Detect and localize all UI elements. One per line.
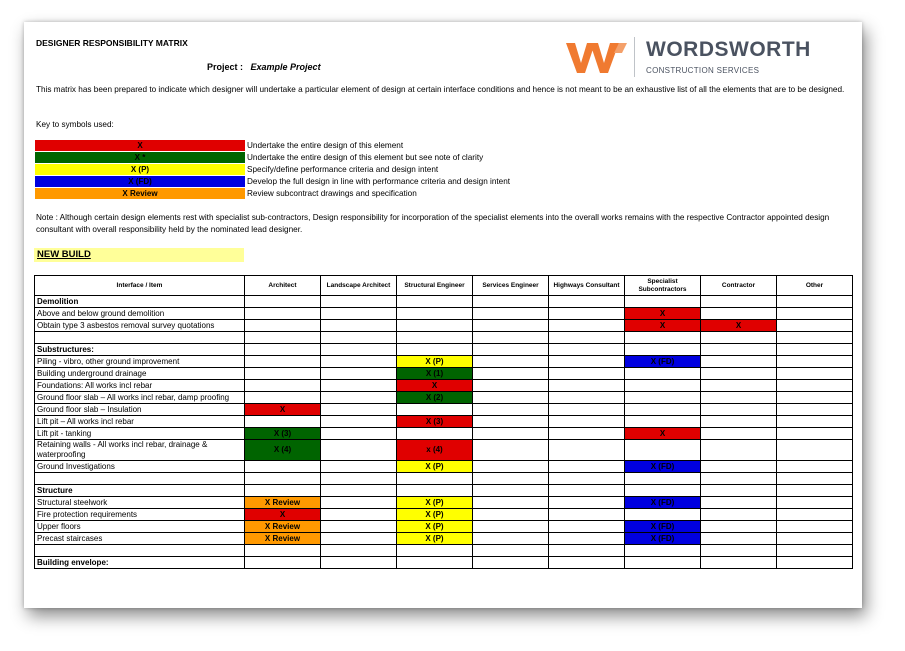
- matrix-cell: [777, 392, 853, 404]
- matrix-cell: X: [245, 404, 321, 416]
- matrix-cell: [473, 404, 549, 416]
- key-heading: Key to symbols used:: [36, 120, 114, 129]
- row-item-label: Building envelope:: [35, 557, 245, 569]
- table-row: [35, 392, 853, 404]
- matrix-cell: [549, 557, 625, 569]
- matrix-cell: [549, 428, 625, 440]
- row-item-label: Fire protection requirements: [35, 509, 245, 521]
- matrix-cell: [473, 557, 549, 569]
- key-symbol: X Review: [35, 188, 245, 199]
- matrix-cell: [473, 521, 549, 533]
- matrix-cell: [625, 509, 701, 521]
- row-item-label: Obtain type 3 asbestos removal survey quotations: [35, 320, 245, 332]
- matrix-cell: [777, 533, 853, 545]
- matrix-cell: [777, 509, 853, 521]
- matrix-cell: [473, 416, 549, 428]
- matrix-cell: [321, 296, 397, 308]
- matrix-cell: [473, 461, 549, 473]
- row-item-label: Above and below ground demolition: [35, 308, 245, 320]
- matrix-cell: [701, 428, 777, 440]
- matrix-cell: [549, 521, 625, 533]
- logo-name: WORDSWORTH: [646, 38, 811, 61]
- matrix-cell: [549, 533, 625, 545]
- matrix-cell: X (4): [245, 440, 321, 461]
- matrix-cell: [245, 356, 321, 368]
- table-row: [35, 356, 853, 368]
- matrix-cell: [245, 461, 321, 473]
- matrix-cell: [321, 404, 397, 416]
- matrix-cell: [397, 320, 473, 332]
- matrix-cell: [701, 545, 777, 557]
- document-title: DESIGNER RESPONSIBILITY MATRIX: [36, 38, 188, 48]
- matrix-cell: [245, 473, 321, 485]
- matrix-cell: X: [701, 320, 777, 332]
- matrix-cell: [549, 404, 625, 416]
- row-item-label: Demolition: [35, 296, 245, 308]
- matrix-cell: [777, 521, 853, 533]
- matrix-cell: X (P): [397, 533, 473, 545]
- matrix-cell: [777, 485, 853, 497]
- matrix-cell: [701, 533, 777, 545]
- matrix-cell: X: [625, 320, 701, 332]
- matrix-cell: X Review: [245, 497, 321, 509]
- section-row: [35, 557, 853, 569]
- table-row: [35, 332, 853, 344]
- matrix-cell: X: [397, 380, 473, 392]
- matrix-cell: [777, 368, 853, 380]
- matrix-cell: x (4): [397, 440, 473, 461]
- matrix-cell: [777, 497, 853, 509]
- table-row: [35, 380, 853, 392]
- matrix-cell: [321, 545, 397, 557]
- matrix-cell: [473, 428, 549, 440]
- matrix-cell: [397, 473, 473, 485]
- logo-divider: [634, 37, 635, 77]
- column-header: Services Engineer: [473, 276, 549, 296]
- key-symbol: X (P): [35, 164, 245, 175]
- matrix-cell: [397, 344, 473, 356]
- matrix-cell: [777, 461, 853, 473]
- table-row: [35, 461, 853, 473]
- matrix-cell: [625, 416, 701, 428]
- matrix-header-row: [35, 276, 853, 296]
- table-row: [35, 545, 853, 557]
- matrix-cell: [549, 308, 625, 320]
- row-item-label: Precast staircases: [35, 533, 245, 545]
- matrix-cell: [321, 320, 397, 332]
- matrix-cell: [321, 461, 397, 473]
- table-row: [35, 404, 853, 416]
- row-item-label: Building underground drainage: [35, 368, 245, 380]
- row-item-label: Foundations: All works incl rebar: [35, 380, 245, 392]
- matrix-cell: X (FD): [625, 356, 701, 368]
- responsibility-matrix: [34, 275, 853, 569]
- intro-paragraph: This matrix has been prepared to indicate which designer will undertake a particular element of design at certain interface conditions and hence is not meant to be an exhaustive list of all the elements that are to be designed.: [36, 85, 845, 94]
- matrix-cell: X (FD): [625, 497, 701, 509]
- matrix-cell: [321, 485, 397, 497]
- table-row: [35, 473, 853, 485]
- matrix-cell: [701, 521, 777, 533]
- matrix-cell: [701, 344, 777, 356]
- matrix-cell: [625, 392, 701, 404]
- company-logo: [564, 32, 862, 82]
- matrix-cell: [321, 557, 397, 569]
- matrix-cell: [397, 428, 473, 440]
- matrix-cell: [245, 545, 321, 557]
- project-line: [207, 62, 321, 72]
- matrix-cell: [701, 473, 777, 485]
- matrix-cell: X (P): [397, 509, 473, 521]
- matrix-cell: [701, 356, 777, 368]
- matrix-cell: [549, 416, 625, 428]
- matrix-cell: [321, 308, 397, 320]
- matrix-cell: [397, 296, 473, 308]
- matrix-cell: [549, 473, 625, 485]
- matrix-cell: [777, 440, 853, 461]
- matrix-cell: X (P): [397, 356, 473, 368]
- matrix-cell: [625, 473, 701, 485]
- matrix-cell: [777, 344, 853, 356]
- matrix-cell: [245, 344, 321, 356]
- key-symbol: X (FD): [35, 176, 245, 187]
- wordsworth-w-mark-icon: [566, 43, 628, 73]
- matrix-cell: [777, 332, 853, 344]
- key-description: Specify/define performance criteria and design intent: [247, 165, 439, 174]
- section-heading-new-build: NEW BUILD: [34, 248, 244, 262]
- table-row: [35, 497, 853, 509]
- key-description: Undertake the entire design of this element but see note of clarity: [247, 153, 484, 162]
- matrix-cell: [397, 404, 473, 416]
- matrix-cell: [473, 320, 549, 332]
- row-item-label: Lift pit – All works incl rebar: [35, 416, 245, 428]
- matrix-cell: [245, 332, 321, 344]
- matrix-cell: [245, 368, 321, 380]
- section-row: [35, 344, 853, 356]
- matrix-cell: [625, 380, 701, 392]
- row-item-label: Substructures:: [35, 344, 245, 356]
- matrix-cell: X: [625, 308, 701, 320]
- matrix-cell: [321, 344, 397, 356]
- matrix-cell: X Review: [245, 533, 321, 545]
- section-row: [35, 485, 853, 497]
- matrix-cell: [321, 332, 397, 344]
- matrix-cell: [701, 380, 777, 392]
- matrix-cell: X (1): [397, 368, 473, 380]
- matrix-cell: [473, 356, 549, 368]
- table-row: [35, 509, 853, 521]
- matrix-cell: [321, 356, 397, 368]
- matrix-cell: [321, 521, 397, 533]
- matrix-cell: X (3): [397, 416, 473, 428]
- matrix-cell: [473, 380, 549, 392]
- matrix-cell: X (P): [397, 521, 473, 533]
- matrix-cell: [321, 509, 397, 521]
- table-row: [35, 308, 853, 320]
- matrix-cell: [321, 497, 397, 509]
- table-row: [35, 440, 853, 461]
- key-description: Develop the full design in line with performance criteria and design intent: [247, 177, 511, 186]
- matrix-cell: [245, 557, 321, 569]
- matrix-cell: [777, 404, 853, 416]
- matrix-cell: [701, 497, 777, 509]
- matrix-cell: [549, 320, 625, 332]
- matrix-cell: [701, 296, 777, 308]
- key-symbol: X *: [35, 152, 245, 163]
- column-header: Contractor: [701, 276, 777, 296]
- matrix-cell: [321, 428, 397, 440]
- matrix-cell: [397, 557, 473, 569]
- row-item-label: Piling - vibro, other ground improvement: [35, 356, 245, 368]
- table-row: [35, 368, 853, 380]
- matrix-cell: [473, 473, 549, 485]
- column-header: Highways Consultant: [549, 276, 625, 296]
- row-item-label: [35, 473, 245, 485]
- matrix-cell: [473, 509, 549, 521]
- row-item-label: [35, 332, 245, 344]
- matrix-cell: [777, 356, 853, 368]
- matrix-cell: [473, 332, 549, 344]
- matrix-cell: [625, 296, 701, 308]
- matrix-cell: [549, 545, 625, 557]
- matrix-cell: [701, 416, 777, 428]
- matrix-cell: [701, 392, 777, 404]
- column-header: Landscape Architect: [321, 276, 397, 296]
- table-row: [35, 320, 853, 332]
- matrix-cell: [549, 392, 625, 404]
- matrix-cell: [701, 485, 777, 497]
- matrix-cell: [397, 332, 473, 344]
- key-description: Review subcontract drawings and specification: [247, 189, 417, 198]
- matrix-cell: [321, 392, 397, 404]
- matrix-cell: [321, 473, 397, 485]
- matrix-cell: [549, 356, 625, 368]
- matrix-cell: [777, 557, 853, 569]
- matrix-cell: [473, 368, 549, 380]
- matrix-cell: X (3): [245, 428, 321, 440]
- matrix-cell: [397, 308, 473, 320]
- column-header: Specialist Subcontractors: [625, 276, 701, 296]
- column-header: Architect: [245, 276, 321, 296]
- matrix-cell: [625, 404, 701, 416]
- column-header: Interface / Item: [35, 276, 245, 296]
- matrix-cell: [245, 320, 321, 332]
- matrix-cell: [397, 485, 473, 497]
- matrix-cell: [549, 368, 625, 380]
- matrix-cell: [701, 308, 777, 320]
- matrix-cell: [321, 533, 397, 545]
- matrix-cell: [701, 557, 777, 569]
- matrix-cell: [625, 368, 701, 380]
- project-label: Project :: [207, 62, 244, 72]
- matrix-cell: [701, 368, 777, 380]
- row-item-label: Structure: [35, 485, 245, 497]
- matrix-cell: [777, 545, 853, 557]
- matrix-cell: [245, 485, 321, 497]
- matrix-cell: [397, 545, 473, 557]
- row-item-label: [35, 545, 245, 557]
- matrix-cell: [777, 308, 853, 320]
- matrix-cell: X Review: [245, 521, 321, 533]
- row-item-label: Upper floors: [35, 521, 245, 533]
- matrix-cell: [549, 485, 625, 497]
- matrix-cell: X (P): [397, 461, 473, 473]
- matrix-cell: [473, 296, 549, 308]
- matrix-cell: [473, 440, 549, 461]
- matrix-cell: [777, 320, 853, 332]
- matrix-cell: [625, 332, 701, 344]
- matrix-cell: [701, 461, 777, 473]
- key-description: Undertake the entire design of this element: [247, 141, 404, 150]
- row-item-label: Lift pit - tanking: [35, 428, 245, 440]
- row-item-label: Ground Investigations: [35, 461, 245, 473]
- matrix-cell: [549, 380, 625, 392]
- row-item-label: Ground floor slab – All works incl rebar, damp proofing: [35, 392, 245, 404]
- matrix-cell: [245, 308, 321, 320]
- table-row: [35, 428, 853, 440]
- matrix-cell: [549, 509, 625, 521]
- table-row: [35, 416, 853, 428]
- matrix-cell: X (FD): [625, 533, 701, 545]
- matrix-cell: [473, 545, 549, 557]
- matrix-cell: [473, 497, 549, 509]
- column-header: Structural Engineer: [397, 276, 473, 296]
- matrix-cell: [321, 440, 397, 461]
- matrix-cell: [777, 296, 853, 308]
- section-row: [35, 296, 853, 308]
- matrix-cell: [701, 440, 777, 461]
- matrix-cell: [701, 509, 777, 521]
- matrix-cell: [549, 440, 625, 461]
- matrix-cell: [549, 344, 625, 356]
- matrix-cell: X (P): [397, 497, 473, 509]
- matrix-cell: [473, 344, 549, 356]
- matrix-cell: [625, 485, 701, 497]
- note-paragraph: Note : Although certain design elements rest with specialist sub-contractors, Design responsibility for incorporation of the specialist elements into the overall works remains with the respective Contractor appointed design consultant with overall responsibility held by the nominated lead designer.: [36, 213, 830, 234]
- matrix-cell: X: [245, 509, 321, 521]
- matrix-cell: [321, 416, 397, 428]
- matrix-cell: [321, 380, 397, 392]
- row-item-label: Ground floor slab – Insulation: [35, 404, 245, 416]
- matrix-cell: [321, 368, 397, 380]
- column-header: Other: [777, 276, 853, 296]
- matrix-cell: [625, 557, 701, 569]
- matrix-cell: [245, 416, 321, 428]
- matrix-cell: [701, 404, 777, 416]
- matrix-cell: [549, 461, 625, 473]
- matrix-cell: X: [625, 428, 701, 440]
- matrix-cell: [625, 440, 701, 461]
- matrix-cell: [625, 545, 701, 557]
- matrix-cell: [549, 497, 625, 509]
- table-row: [35, 521, 853, 533]
- matrix-cell: X (FD): [625, 461, 701, 473]
- matrix-cell: [777, 416, 853, 428]
- matrix-cell: [473, 533, 549, 545]
- matrix-cell: [245, 392, 321, 404]
- table-row: [35, 533, 853, 545]
- matrix-cell: X (2): [397, 392, 473, 404]
- matrix-cell: [777, 428, 853, 440]
- row-item-label: Retaining walls - All works incl rebar, drainage & waterproofing: [35, 440, 245, 461]
- key-symbol: X: [35, 140, 245, 151]
- matrix-cell: [549, 296, 625, 308]
- matrix-cell: [245, 380, 321, 392]
- matrix-cell: [777, 380, 853, 392]
- logo-subtitle: CONSTRUCTION SERVICES: [646, 66, 760, 75]
- matrix-cell: [473, 392, 549, 404]
- matrix-cell: [473, 485, 549, 497]
- project-name: Example Project: [250, 62, 321, 72]
- document-sheet: [24, 22, 862, 608]
- matrix-cell: [549, 332, 625, 344]
- matrix-cell: [701, 332, 777, 344]
- matrix-cell: [473, 308, 549, 320]
- matrix-cell: [777, 473, 853, 485]
- matrix-cell: [245, 296, 321, 308]
- matrix-cell: [625, 344, 701, 356]
- matrix-cell: X (FD): [625, 521, 701, 533]
- row-item-label: Structural steelwork: [35, 497, 245, 509]
